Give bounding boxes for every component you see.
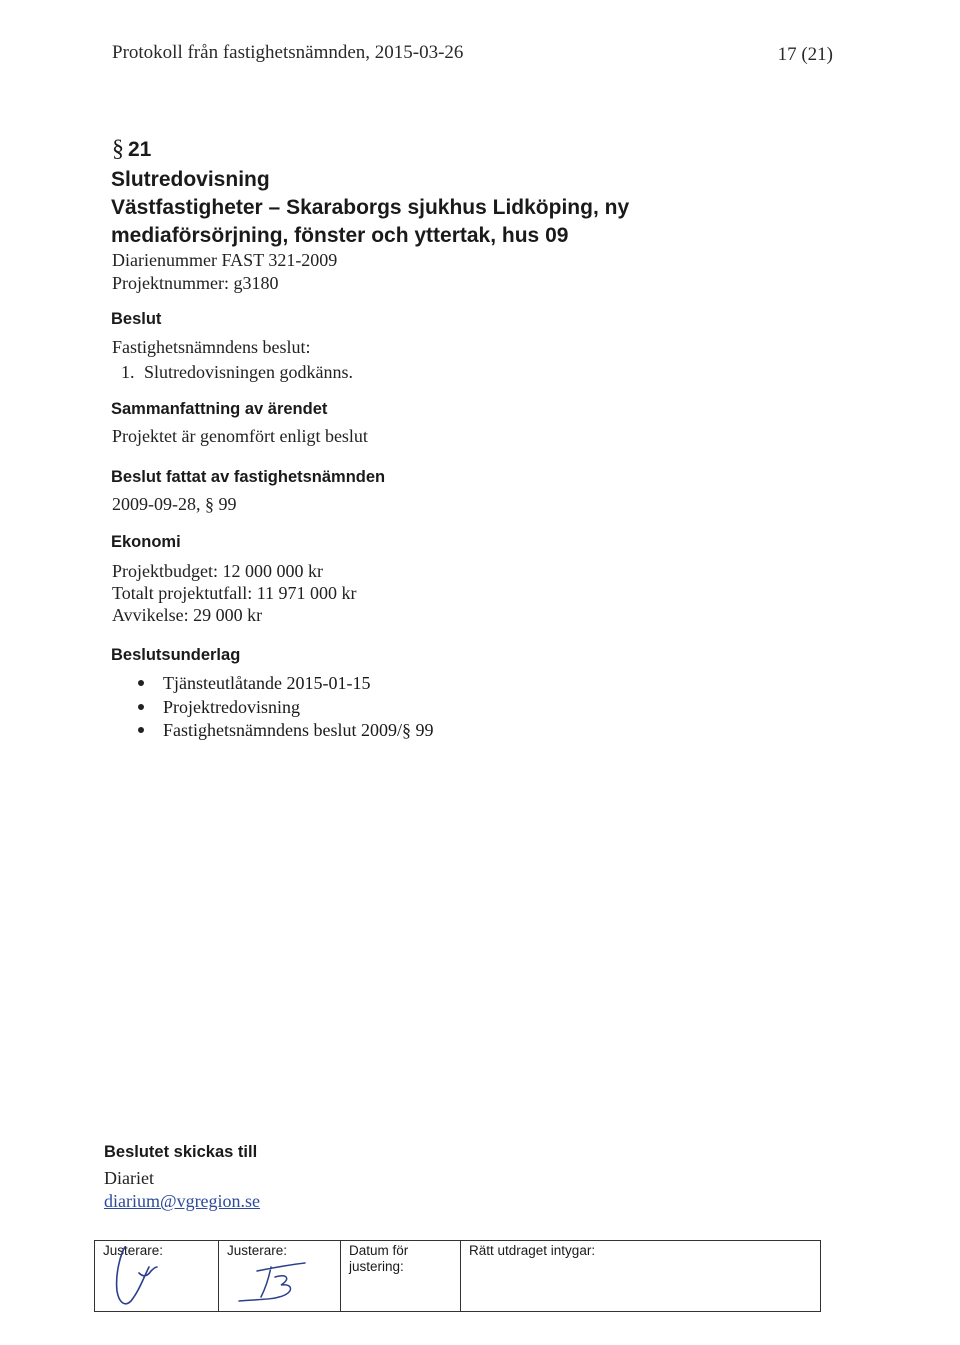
document-header: Protokoll från fastighetsnämnden, 2015-03-26 xyxy=(112,42,464,63)
page-number: 17 (21) xyxy=(777,44,833,65)
projektnummer: Projektnummer: g3180 xyxy=(112,273,279,293)
bullet-icon xyxy=(138,704,144,710)
list-item-text: Tjänsteutlåtande 2015-01-15 xyxy=(163,673,371,693)
beslut-heading: Beslut xyxy=(111,310,162,328)
list-item-text: Projektredovisning xyxy=(163,696,300,717)
ekonomi-budget: Projektbudget: 12 000 000 kr xyxy=(112,561,323,581)
list-item xyxy=(112,719,433,743)
signature-table xyxy=(94,1240,821,1312)
sammanfattning-heading: Sammanfattning av ärendet xyxy=(111,400,328,418)
document-title-line-1: Slutredovisning xyxy=(111,168,270,191)
beslut-item-text: Slutredovisningen godkänns. xyxy=(144,362,353,382)
utdrag-label: Rätt utdraget intygar: xyxy=(469,1243,596,1258)
skickas-heading: Beslutet skickas till xyxy=(104,1143,258,1161)
justerare-1-label: Justerare: xyxy=(103,1243,164,1258)
signature-cell-utdrag xyxy=(461,1241,821,1312)
bullet-icon xyxy=(138,680,144,686)
document-title-line-2: Västfastigheter – Skaraborgs sjukhus Lidköping, ny xyxy=(111,196,630,219)
ekonomi-heading: Ekonomi xyxy=(111,533,181,551)
beslut-fattat-heading: Beslut fattat av fastighetsnämnden xyxy=(111,468,386,486)
paragraph-number xyxy=(112,136,151,163)
section-symbol: § xyxy=(112,136,124,162)
skickas-recipient: Diariet xyxy=(104,1168,154,1188)
sammanfattning-text: Projektet är genomfört enligt beslut xyxy=(112,426,368,446)
bullet-icon xyxy=(138,727,144,733)
beslutsunderlag-heading: Beslutsunderlag xyxy=(111,646,241,664)
beslut-intro: Fastighetsnämndens beslut: xyxy=(112,337,311,357)
justerare-2-label: Justerare: xyxy=(227,1243,288,1258)
signature-1-icon xyxy=(109,1243,169,1311)
signature-cell-justerare-2 xyxy=(219,1241,341,1312)
signature-cell-justerare-1 xyxy=(95,1241,219,1312)
ekonomi-avvikelse: Avvikelse: 29 000 kr xyxy=(112,605,263,625)
beslutsunderlag-list xyxy=(112,672,433,743)
document-title-line-3: mediaförsörjning, fönster och yttertak, hus 09 xyxy=(111,224,569,247)
datum-label-line-1: Datum för xyxy=(349,1243,409,1258)
diarienummer: Diarienummer FAST 321-2009 xyxy=(112,250,338,270)
datum-label-line-2: justering: xyxy=(349,1259,404,1274)
ekonomi-utfall: Totalt projektutfall: 11 971 000 kr xyxy=(112,583,357,603)
list-item-text: Fastighetsnämndens beslut 2009/§ 99 xyxy=(163,720,434,740)
signature-cell-datum xyxy=(341,1241,461,1312)
skickas-email-link[interactable]: diarium@vgregion.se xyxy=(104,1191,261,1211)
list-item xyxy=(112,696,433,720)
beslut-item-number: 1. xyxy=(121,362,135,382)
beslut-fattat-text: 2009-09-28, § 99 xyxy=(112,494,237,514)
paragraph-number-value: 21 xyxy=(128,138,152,161)
signature-2-icon xyxy=(227,1257,327,1309)
list-item xyxy=(112,672,433,696)
